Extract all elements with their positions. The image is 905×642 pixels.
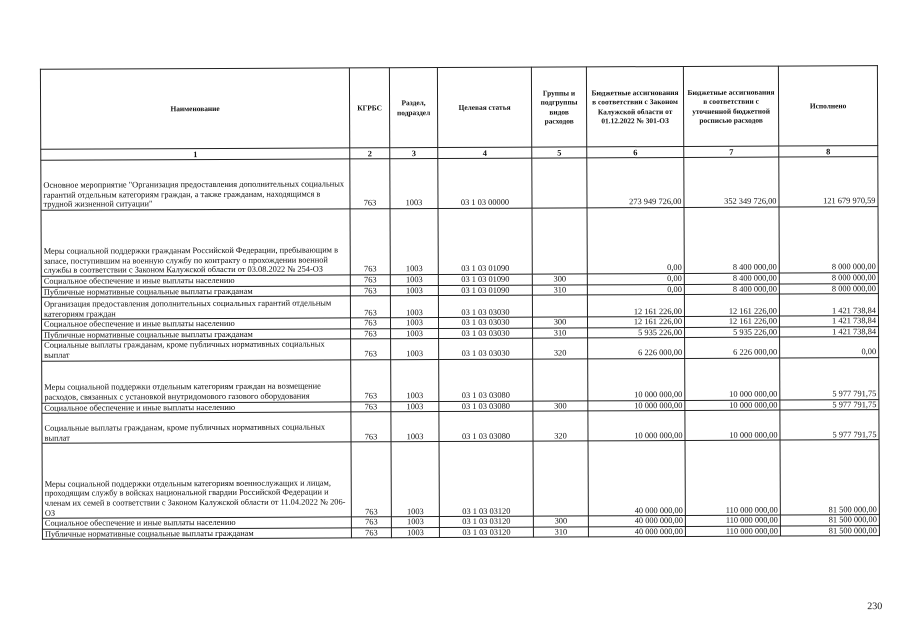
cell-group: 300 <box>533 516 588 527</box>
cell-target: 03 1 03 00000 <box>438 158 532 208</box>
cell-law: 40 000 000,00 <box>588 441 685 516</box>
cell-section: 1003 <box>390 159 438 209</box>
header-section: Раздел, подраздел <box>389 68 437 148</box>
cell-updated: 352 349 726,00 <box>684 157 779 207</box>
cell-section: 1003 <box>391 442 439 517</box>
cell-name: Публичные нормативные социальные выплаты гражданам <box>42 528 351 540</box>
cell-section: 1003 <box>390 275 438 286</box>
cell-group <box>533 441 588 516</box>
col-number: 7 <box>684 146 779 157</box>
cell-section: 1003 <box>391 328 439 339</box>
cell-updated: 110 000 000,00 <box>685 526 780 537</box>
cell-group: 320 <box>533 411 588 441</box>
cell-executed: 5 977 791,75 <box>780 399 879 410</box>
cell-updated: 5 935 226,00 <box>685 327 780 338</box>
header-executed: Исполнено <box>778 66 877 146</box>
cell-kgrbs: 763 <box>350 209 390 275</box>
cell-updated: 110 000 000,00 <box>685 515 780 526</box>
cell-group <box>532 158 587 208</box>
cell-updated: 8 400 000,00 <box>684 284 779 295</box>
table-row <box>42 410 879 444</box>
cell-section: 1003 <box>391 517 439 528</box>
cell-name: Публичные нормативные социальные выплаты гражданам <box>42 329 351 341</box>
cell-law: 0,00 <box>587 273 684 284</box>
cell-target: 03 1 03 03120 <box>439 527 533 538</box>
cell-name: Меры социальной поддержки отдельным категориям военнослужащих и лицам, проходящим службу в войсках национальной гвардии Российской Федерации и членам их семей в соответствии с Законом Калужской области от 11.04.2022 № 206-ОЗ <box>42 442 351 518</box>
cell-target: 03 1 03 03080 <box>439 411 533 441</box>
cell-name: Меры социальной поддержки отдельным категориям граждан на возмещение расходов, связанных с установкой внутридомового газового оборудования <box>42 359 351 402</box>
cell-target: 03 1 03 03080 <box>439 359 533 401</box>
cell-executed: 81 500 000,00 <box>780 440 879 515</box>
cell-updated: 10 000 000,00 <box>685 358 780 400</box>
header-budget-updated: Бюджетные ассигнования в соответствии с уточненной бюджетной росписью расходов <box>683 66 778 146</box>
table-header-row <box>40 66 877 150</box>
cell-name: Социальное обеспечение и иные выплаты населению <box>41 275 350 287</box>
cell-name: Основное мероприятие "Организация предоставления дополнительных социальных гарантий отдельным категориям граждан, а также гражданам, находящимся в трудной жизненной ситуации" <box>41 159 350 210</box>
cell-kgrbs: 763 <box>351 359 391 401</box>
cell-target: 03 1 03 03080 <box>439 401 533 412</box>
cell-updated: 12 161 226,00 <box>684 316 779 327</box>
cell-group: 310 <box>532 284 587 295</box>
cell-law: 0,00 <box>587 284 684 295</box>
cell-kgrbs: 763 <box>351 412 391 442</box>
cell-target: 03 1 03 01090 <box>438 285 532 296</box>
cell-section: 1003 <box>390 285 438 296</box>
table-row <box>42 357 879 403</box>
cell-executed: 1 421 738,84 <box>779 316 878 327</box>
header-kgrbs: КГРБС <box>349 68 389 148</box>
cell-law: 6 226 000,00 <box>588 338 685 359</box>
header-groups: Группы и подгруппы видов расходов <box>531 67 586 147</box>
cell-updated: 8 400 000,00 <box>684 273 779 284</box>
col-number: 3 <box>390 148 438 159</box>
cell-target: 03 1 03 03120 <box>439 516 533 527</box>
cell-section: 1003 <box>391 412 439 442</box>
table-row <box>42 440 879 519</box>
cell-target: 03 1 03 01090 <box>438 274 532 285</box>
header-target: Целевая статья <box>437 67 531 147</box>
cell-law: 12 161 226,00 <box>587 295 684 317</box>
col-number: 6 <box>587 146 684 157</box>
cell-kgrbs: 763 <box>351 339 391 359</box>
cell-target: 03 1 03 03030 <box>438 317 532 328</box>
cell-group: 310 <box>533 527 588 538</box>
header-name: Наименование <box>40 68 349 149</box>
cell-executed: 121 679 970,59 <box>779 157 878 207</box>
cell-executed: 8 000 000,00 <box>779 273 878 284</box>
cell-kgrbs: 763 <box>351 528 391 539</box>
cell-kgrbs: 763 <box>351 329 391 340</box>
cell-kgrbs: 763 <box>350 275 390 286</box>
cell-group <box>532 295 587 317</box>
cell-section: 1003 <box>390 209 438 275</box>
cell-law: 40 000 000,00 <box>588 526 685 537</box>
cell-law: 0,00 <box>587 207 684 273</box>
budget-table <box>40 65 880 540</box>
cell-updated: 6 226 000,00 <box>685 337 780 358</box>
cell-executed: 8 000 000,00 <box>779 283 878 294</box>
cell-kgrbs: 763 <box>350 318 390 329</box>
cell-section: 1003 <box>391 359 439 401</box>
cell-kgrbs: 763 <box>351 442 391 517</box>
cell-kgrbs: 763 <box>350 296 390 318</box>
table-row <box>41 294 878 320</box>
cell-executed: 5 977 791,75 <box>780 410 879 440</box>
cell-updated: 8 400 000,00 <box>684 207 779 273</box>
cell-law: 10 000 000,00 <box>588 400 685 411</box>
cell-name: Социальные выплаты гражданам, кроме публичных нормативных социальных выплат <box>42 339 351 361</box>
cell-group: 300 <box>532 317 587 328</box>
cell-section: 1003 <box>391 401 439 412</box>
col-number: 4 <box>438 147 532 158</box>
cell-law: 10 000 000,00 <box>588 358 685 400</box>
cell-name: Публичные нормативные социальные выплаты гражданам <box>41 286 350 298</box>
page-number: 230 <box>867 601 883 613</box>
cell-executed: 5 977 791,75 <box>780 357 879 399</box>
cell-law: 10 000 000,00 <box>588 411 685 441</box>
cell-executed: 0,00 <box>780 337 879 358</box>
col-number: 5 <box>532 147 587 158</box>
cell-group: 300 <box>533 400 588 411</box>
cell-executed: 81 500 000,00 <box>780 515 879 526</box>
col-number: 1 <box>41 148 350 160</box>
cell-section: 1003 <box>390 318 438 329</box>
cell-section: 1003 <box>391 527 439 538</box>
col-number: 2 <box>350 148 390 159</box>
cell-law: 5 935 226,00 <box>588 327 685 338</box>
cell-executed: 81 500 000,00 <box>780 525 879 536</box>
cell-name: Социальные выплаты гражданам, кроме публичных нормативных социальных выплат <box>42 412 351 443</box>
cell-group <box>532 208 587 274</box>
cell-group: 310 <box>533 328 588 339</box>
cell-group <box>533 358 588 400</box>
cell-group: 320 <box>533 338 588 358</box>
cell-updated: 110 000 000,00 <box>685 440 780 515</box>
cell-updated: 10 000 000,00 <box>685 400 780 411</box>
cell-kgrbs: 763 <box>351 517 391 528</box>
cell-kgrbs: 763 <box>351 401 391 412</box>
col-number: 8 <box>779 146 878 157</box>
cell-name: Социальное обеспечение и иные выплаты населению <box>41 318 350 330</box>
cell-name: Социальное обеспечение и иные выплаты населению <box>42 401 351 413</box>
cell-target: 03 1 03 03030 <box>439 339 533 360</box>
header-budget-law: Бюджетные ассигнования в соответствии с Законом Калужской области от 01.12.2022 № 301-ОЗ <box>586 66 683 146</box>
cell-law: 40 000 000,00 <box>588 516 685 527</box>
cell-name: Меры социальной поддержки гражданам Российской Федерации, пребывающим в запасе, поступившим на военную службу по контракту о прохождении военной службы в соответствии с Законом Калужской области от 03.08.2022 № 254-ОЗ <box>41 209 350 276</box>
cell-name: Социальное обеспечение и иные выплаты населению <box>42 517 351 529</box>
cell-executed: 1 421 738,84 <box>779 294 878 316</box>
cell-law: 273 949 726,00 <box>587 157 684 207</box>
cell-updated: 12 161 226,00 <box>684 294 779 316</box>
cell-target: 03 1 03 03030 <box>438 295 532 317</box>
table-row <box>41 207 878 277</box>
cell-name: Организация предоставления дополнительных социальных гарантий отдельным категориям граждан <box>41 296 350 319</box>
cell-group: 300 <box>532 274 587 285</box>
cell-target: 03 1 03 01090 <box>438 208 532 274</box>
cell-section: 1003 <box>391 339 439 359</box>
cell-section: 1003 <box>390 296 438 318</box>
cell-target: 03 1 03 03030 <box>439 328 533 339</box>
cell-kgrbs: 763 <box>350 285 390 296</box>
cell-updated: 10 000 000,00 <box>685 410 780 440</box>
cell-executed: 1 421 738,84 <box>780 326 879 337</box>
table-row <box>41 157 878 211</box>
cell-executed: 8 000 000,00 <box>779 207 878 273</box>
cell-target: 03 1 03 03120 <box>439 441 533 516</box>
cell-law: 12 161 226,00 <box>587 317 684 328</box>
cell-kgrbs: 763 <box>350 159 390 209</box>
